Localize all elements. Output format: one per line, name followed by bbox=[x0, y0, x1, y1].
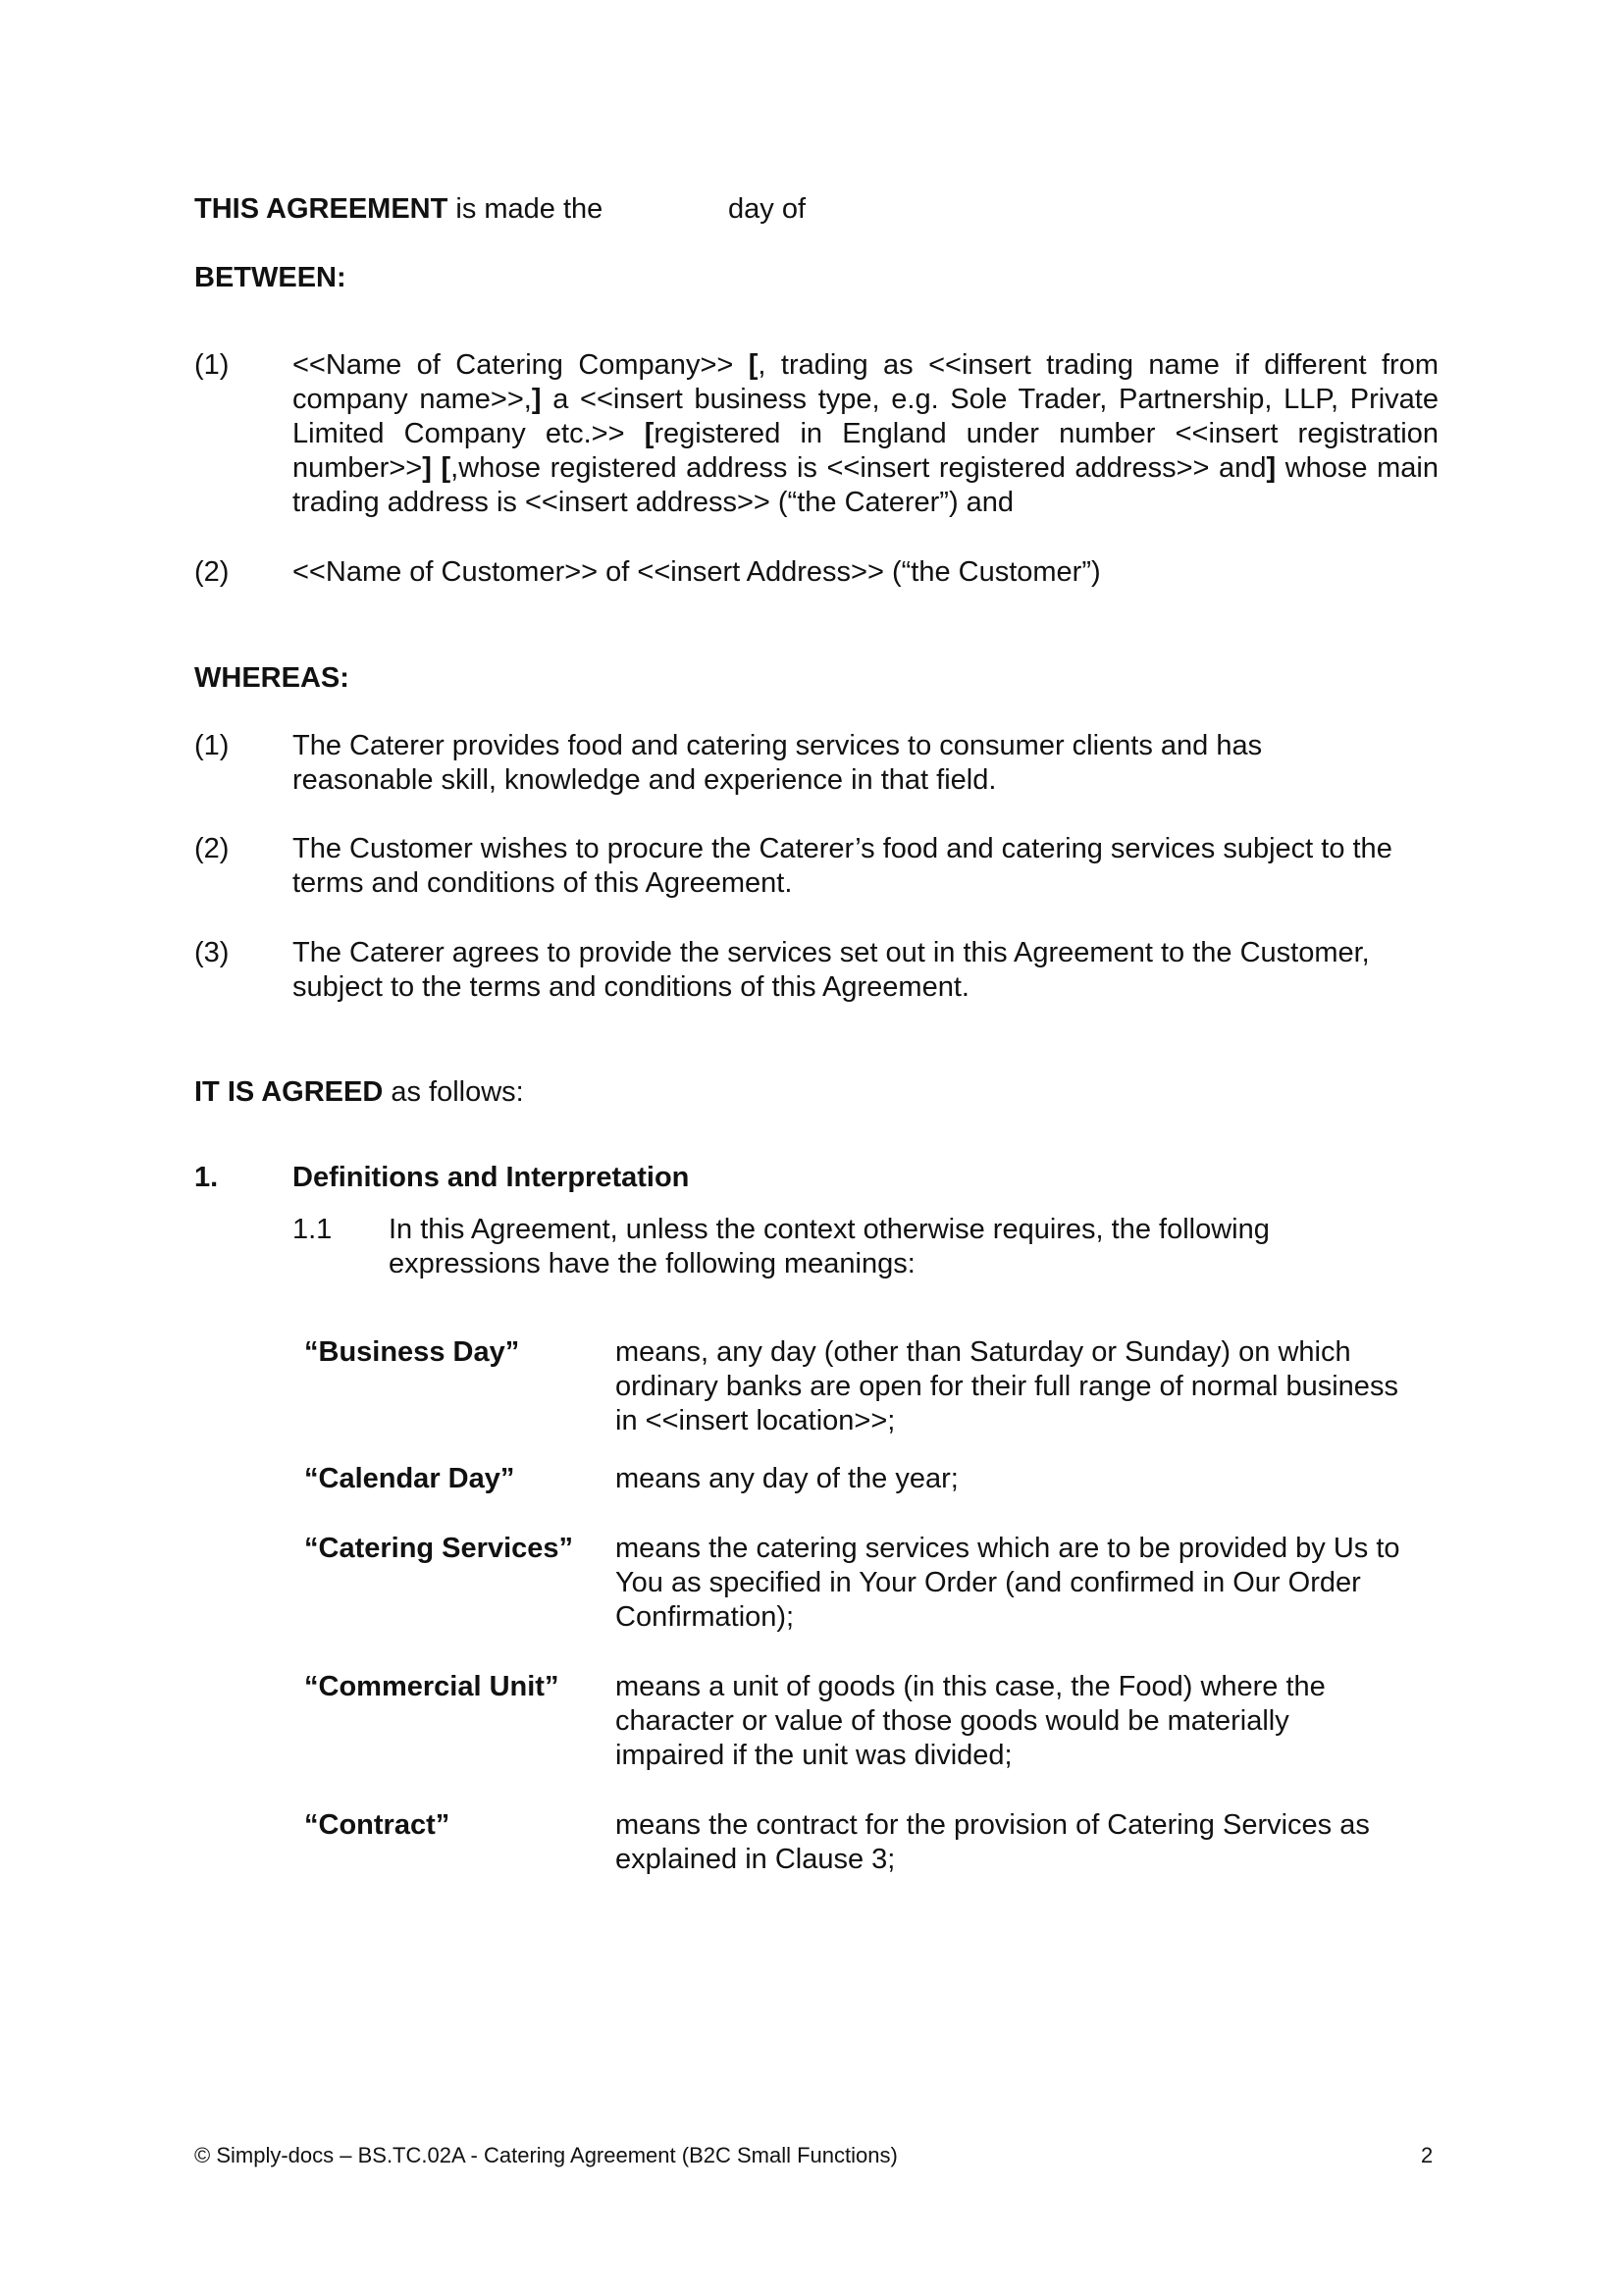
recital-text: The Caterer agrees to provide the services set out in this Agreement to the Customer, subject to the terms and conditions of this Agreement. bbox=[292, 937, 1370, 1003]
definition-term: “Calendar Day” bbox=[304, 1463, 515, 1494]
clause-title: Definitions and Interpretation bbox=[292, 1162, 690, 1193]
party-number: (1) bbox=[194, 349, 230, 381]
definition-meaning: means the contract for the provision of Catering Services as explained in Clause 3; bbox=[615, 1809, 1370, 1875]
footer-copyright: © Simply-docs – BS.TC.02A - Catering Agreement (B2C Small Functions) bbox=[194, 2143, 898, 2167]
subclause-text: In this Agreement, unless the context otherwise requires, the following expressions have the following meanings: bbox=[389, 1214, 1270, 1279]
definition-meaning: means, any day (other than Saturday or Sunday) on which ordinary banks are open for their full range of normal business in <<insert location>>; bbox=[615, 1336, 1398, 1436]
recital-number: (3) bbox=[194, 937, 230, 968]
party-1-text: <<Name of Catering Company>> [, trading as <<insert trading name if different from company name>>,] a <<insert business type, e.g. Sole Trader, Partnership, LLP, Private Limited Company etc.>> [registered in England under number <<insert registration number>>] [,whose registered address is <<insert registered address>> and] whose main trading address is <<insert address>> (“the Caterer”) and bbox=[292, 349, 1439, 518]
recital-text: The Caterer provides food and catering services to consumer clients and has reasonable skill, knowledge and experience in that field. bbox=[292, 730, 1263, 796]
definition-meaning: means any day of the year; bbox=[615, 1463, 959, 1494]
definition-term: “Business Day” bbox=[304, 1336, 520, 1368]
between-heading: BETWEEN: bbox=[194, 262, 346, 293]
agreement-day-of: day of bbox=[728, 193, 806, 225]
agreed-statement bbox=[194, 1075, 524, 1110]
definition-term: “Commercial Unit” bbox=[304, 1671, 559, 1702]
agreement-title: THIS AGREEMENT bbox=[194, 193, 448, 225]
definition-meaning: means a unit of goods (in this case, the Food) where the character or value of those goods would be materially impaired if the unit was divided; bbox=[615, 1671, 1326, 1771]
recital-number: (2) bbox=[194, 833, 230, 864]
definition-term: “Contract” bbox=[304, 1809, 450, 1841]
definition-meaning: means the catering services which are to be provided by Us to You as specified in Your Order (and confirmed in Our Order Confirmation); bbox=[615, 1533, 1400, 1633]
party-number: (2) bbox=[194, 556, 230, 588]
recital-number: (1) bbox=[194, 730, 230, 761]
clause-number: 1. bbox=[194, 1162, 219, 1193]
whereas-heading: WHEREAS: bbox=[194, 662, 349, 694]
agreed-bold: IT IS AGREED bbox=[194, 1076, 384, 1108]
page-number: 2 bbox=[1421, 2143, 1434, 2167]
subclause-number: 1.1 bbox=[292, 1214, 333, 1245]
definition-term: “Catering Services” bbox=[304, 1533, 574, 1564]
recital-text: The Customer wishes to procure the Caterer’s food and catering services subject to the terms and conditions of this Agreement. bbox=[292, 833, 1392, 899]
agreed-rest: as follows: bbox=[391, 1076, 524, 1108]
agreement-date-prefix: is made the bbox=[455, 193, 603, 225]
agreement-opening bbox=[194, 192, 602, 227]
party-2-text: <<Name of Customer>> of <<insert Address>> (“the Customer”) bbox=[292, 556, 1101, 588]
